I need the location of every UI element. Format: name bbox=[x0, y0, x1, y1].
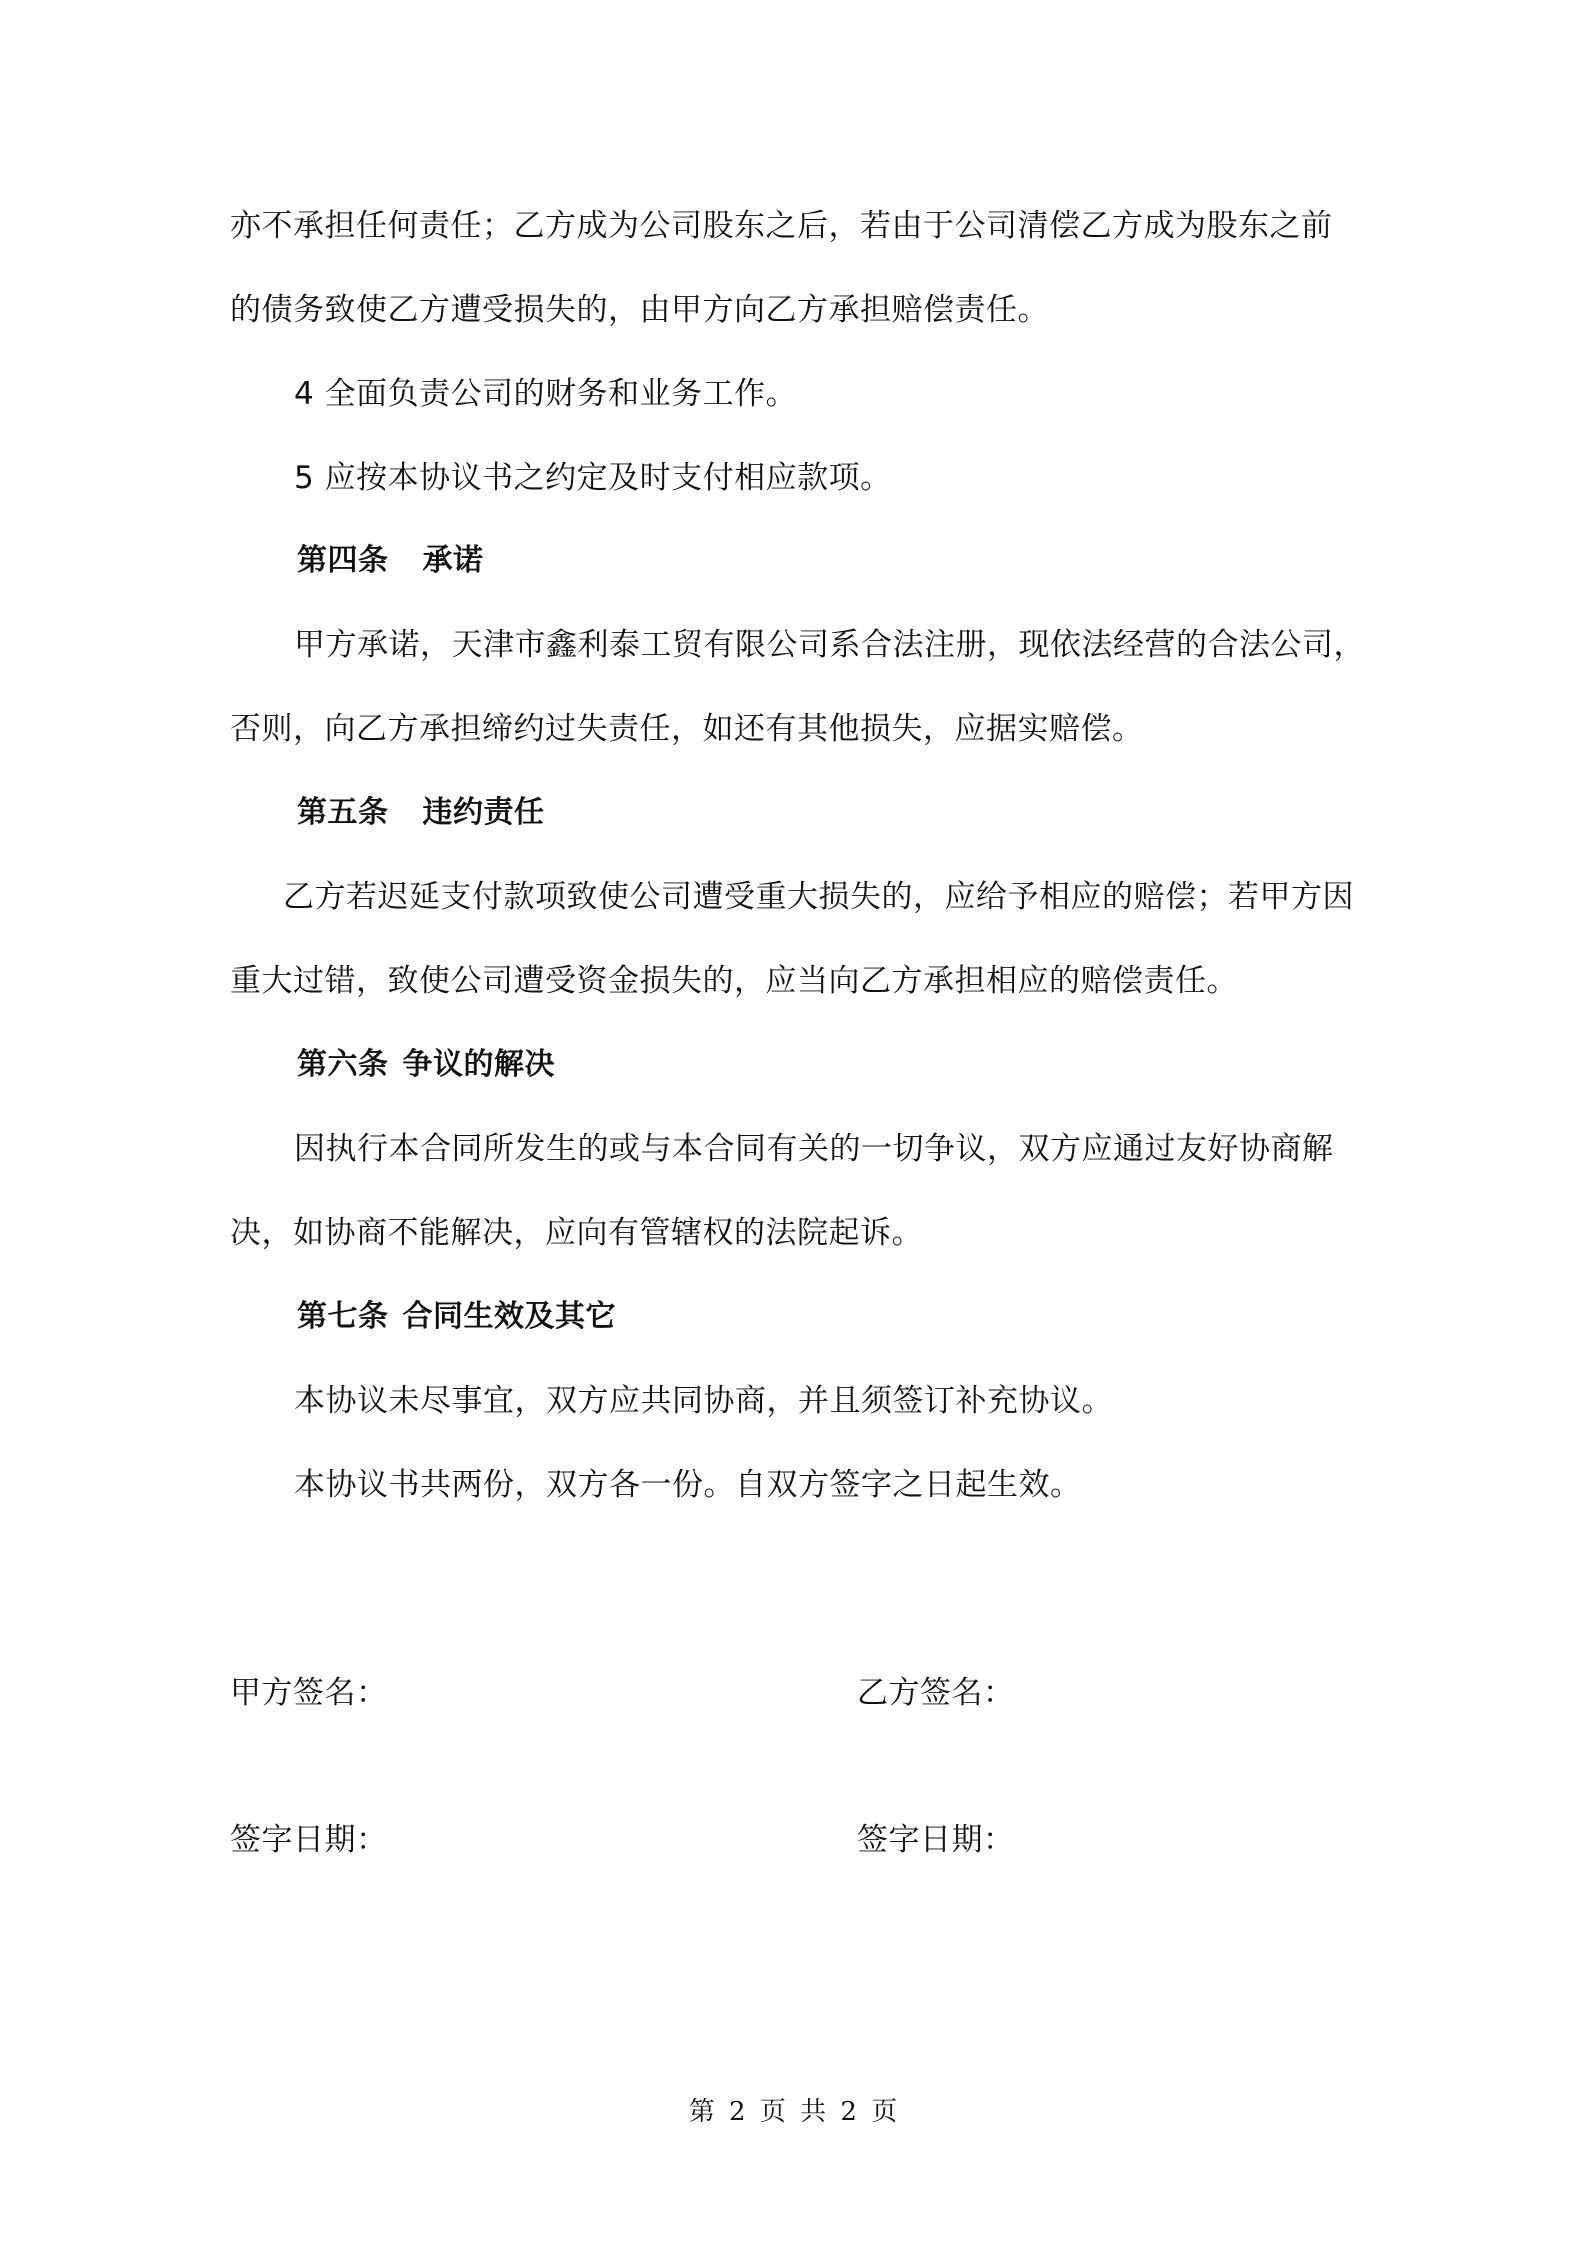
article-5-heading bbox=[297, 793, 545, 833]
article-number: 第七条 bbox=[297, 1299, 389, 1334]
paragraph-line: 乙方若迟延支付款项致使公司遭受重大损失的，应给予相应的赔偿；若甲方因 bbox=[283, 879, 1354, 915]
list-item-5: 5 应按本协议书之约定及时支付相应款项。 bbox=[294, 460, 892, 496]
paragraph-line: 的债务致使乙方遭受损失的，由甲方向乙方承担赔偿责任。 bbox=[230, 292, 1049, 328]
article-number: 第五条 bbox=[297, 795, 389, 830]
paragraph-line: 因执行本合同所发生的或与本合同有关的一切争议，双方应通过友好协商解 bbox=[294, 1131, 1334, 1167]
article-title: 合同生效及其它 bbox=[402, 1299, 616, 1334]
party-b-signature-label: 乙方签名： bbox=[857, 1675, 1015, 1711]
paragraph-line: 甲方承诺，天津市鑫利泰工贸有限公司系合法注册，现依法经营的合法公司， bbox=[294, 627, 1365, 663]
page-footer: 第 2 页 共 2 页 bbox=[688, 2097, 898, 2127]
paragraph-line: 重大过错，致使公司遭受资金损失的，应当向乙方承担相应的赔偿责任。 bbox=[230, 963, 1238, 999]
article-title: 违约责任 bbox=[422, 795, 545, 830]
party-b-date-label: 签字日期： bbox=[857, 1822, 1015, 1858]
article-title: 承诺 bbox=[422, 543, 484, 578]
article-number: 第六条 bbox=[297, 1047, 389, 1082]
paragraph-line: 本协议书共两份，双方各一份。自双方签字之日起生效。 bbox=[294, 1467, 1082, 1503]
list-item-4: 4 全面负责公司的财务和业务工作。 bbox=[294, 376, 798, 412]
paragraph-line: 否则，向乙方承担缔约过失责任，如还有其他损失，应据实赔偿。 bbox=[230, 711, 1144, 747]
paragraph-line: 亦不承担任何责任；乙方成为公司股东之后，若由于公司清偿乙方成为股东之前 bbox=[230, 208, 1333, 244]
party-a-date-label: 签字日期： bbox=[230, 1822, 388, 1858]
article-number: 第四条 bbox=[297, 543, 389, 578]
article-7-heading bbox=[297, 1297, 616, 1337]
party-a-signature-label: 甲方签名： bbox=[230, 1675, 388, 1711]
paragraph-line: 决，如协商不能解决，应向有管辖权的法院起诉。 bbox=[230, 1215, 923, 1251]
article-4-heading bbox=[297, 541, 484, 581]
article-6-heading bbox=[297, 1045, 555, 1085]
paragraph-line: 本协议未尽事宜，双方应共同协商，并且须签订补充协议。 bbox=[294, 1383, 1113, 1419]
article-title: 争议的解决 bbox=[402, 1047, 555, 1082]
